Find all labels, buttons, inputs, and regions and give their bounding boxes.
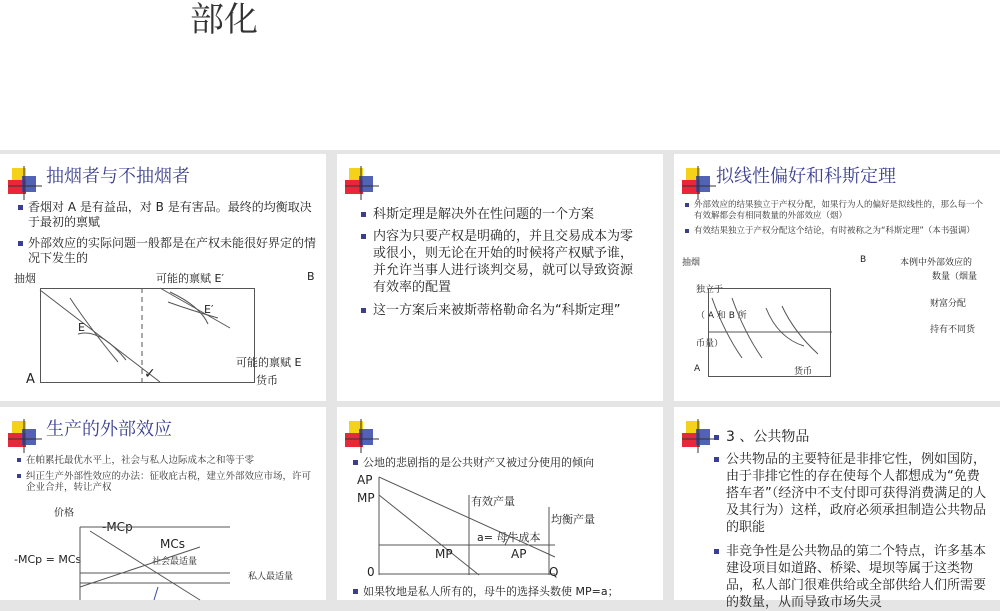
axis-label: A xyxy=(26,372,35,387)
slide-thumbnail-2[interactable] xyxy=(337,154,663,401)
bullet-item: 外部效应的结果独立于产权分配，如果行为人的偏好是拟线性的，那么每一个有效解都会有相同数量的外部效应（烟） xyxy=(694,200,990,222)
production-externality-diagram xyxy=(80,527,230,600)
chart-label: B xyxy=(307,270,315,283)
axis-label: 价格 xyxy=(54,508,74,519)
bullet-item: 公共物品的主要特征是非排它性，例如国防，由于非排它性的存在使每个人都想成为“免费搭车者”（经济中不支付即可获得消费满足的人及其行为）这样，政府必须承担制造公共物品的职能 xyxy=(726,451,988,536)
side-note: 币量） xyxy=(696,339,724,349)
bullet-item: 香烟对 A 是有益品，对 B 是有害品。最终的均衡取决于最初的禀赋 xyxy=(28,200,318,230)
logo-icon xyxy=(8,166,42,200)
chart-label: 可能的禀赋 E′ xyxy=(156,272,224,285)
axis-label: MP xyxy=(357,491,375,505)
logo-icon xyxy=(682,166,716,200)
chart-label: 均衡产量 xyxy=(551,513,595,526)
slide-thumbnail-5[interactable] xyxy=(337,407,663,600)
bullet-item: 这一方案后来被斯蒂格勒命名为“科斯定理” xyxy=(373,302,643,319)
chart-label: 有效产量 xyxy=(471,495,515,508)
side-note: 持有不同货 xyxy=(930,325,976,335)
axis-label: 抽烟 xyxy=(14,272,36,285)
bullet-item: 内容为只要产权是明确的，并且交易成本为零或很小，则无论在开始的时候将产权赋予谁，并允许当事人进行谈判交易，就可以导致资源有效率的配置 xyxy=(373,228,643,296)
curve-label: AP xyxy=(511,547,527,561)
side-note: 财富分配 xyxy=(930,299,967,309)
bullet-item: 外部效应的实际问题一般都是在产权未能很好界定的情况下发生的 xyxy=(28,236,318,266)
axis-label: AP xyxy=(357,473,373,487)
logo-icon xyxy=(8,419,42,453)
slide-title: 生产的外部效应 xyxy=(46,419,172,440)
curve-label: MCs xyxy=(160,537,185,551)
curve-label: -MCp xyxy=(102,520,133,534)
slide-thumbnail-4[interactable] xyxy=(0,407,326,600)
chart-label: a= 母牛成本 xyxy=(477,531,541,544)
side-note: 独立于 xyxy=(696,285,724,295)
axis-label: 货币 xyxy=(256,374,278,387)
title-slide-fragment xyxy=(0,0,1000,150)
slide-thumbnail-6[interactable] xyxy=(674,407,1000,610)
section-heading: 3 、公共物品 xyxy=(726,429,986,446)
logo-icon xyxy=(682,419,716,453)
slide-title: 拟线性偏好和科斯定理 xyxy=(716,166,896,187)
bullet-item: 在帕累托最优水平上，社会与私人边际成本之和等于零 xyxy=(26,455,318,466)
page-title: 部化 xyxy=(190,0,258,40)
logo-icon xyxy=(345,166,379,200)
slide-thumbnail-1[interactable] xyxy=(0,154,326,401)
slide-title: 抽烟者与不抽烟者 xyxy=(46,166,190,187)
bullet-item: 纠正生产外部性效应的办法：征收庇古税，建立外部效应市场，许可企业合并，转让产权 xyxy=(26,471,318,493)
curve-label: 私人最适量 xyxy=(248,572,294,582)
side-note: 数量（烟量 xyxy=(932,272,978,282)
axis-label: B xyxy=(860,255,867,265)
bullet-item: 科斯定理是解决外在性问题的一个方案 xyxy=(373,206,643,223)
side-note: （ A 和 B 所 xyxy=(696,311,747,321)
check-mark: ✓ xyxy=(144,366,156,382)
bullet-item: 如果牧地是私人所有的，母牛的选择头数使 MP=a； xyxy=(363,584,657,599)
curve-label: 社会最适量 xyxy=(152,557,198,567)
axis-label: Q xyxy=(549,565,559,579)
bullet-item: 有效结果独立于产权分配这个结论，有时被称之为“科斯定理”（本书强调） xyxy=(694,226,990,237)
axis-label: 0 xyxy=(367,565,375,579)
axis-label: 货币 xyxy=(794,367,813,377)
axis-label: A xyxy=(694,364,701,374)
axis-label: 抽烟 xyxy=(682,258,701,268)
quasilinear-box-diagram xyxy=(708,288,832,378)
slide-thumbnail-3[interactable] xyxy=(674,154,1000,401)
bullet-item: 公地的悲剧指的是公共财产又被过分使用的倾向 xyxy=(363,455,657,470)
logo-icon xyxy=(345,419,379,453)
chart-label: E′ xyxy=(204,303,214,316)
side-note: 本例中外部效应的 xyxy=(900,258,973,268)
chart-label: 可能的禀赋 E xyxy=(236,356,302,369)
curve-label: -MCp = MCs xyxy=(14,553,82,566)
commons-tragedy-diagram xyxy=(379,477,555,575)
curve-label: MP xyxy=(435,547,453,561)
bullet-item: 非竞争性是公共物品的第二个特点，许多基本建设项目如道路、桥梁、堤坝等属于这类物品，私人部门很难供给或全部供给人们所需要的数量，从而导致市场失灵 xyxy=(726,543,988,611)
chart-label: E xyxy=(78,321,85,334)
